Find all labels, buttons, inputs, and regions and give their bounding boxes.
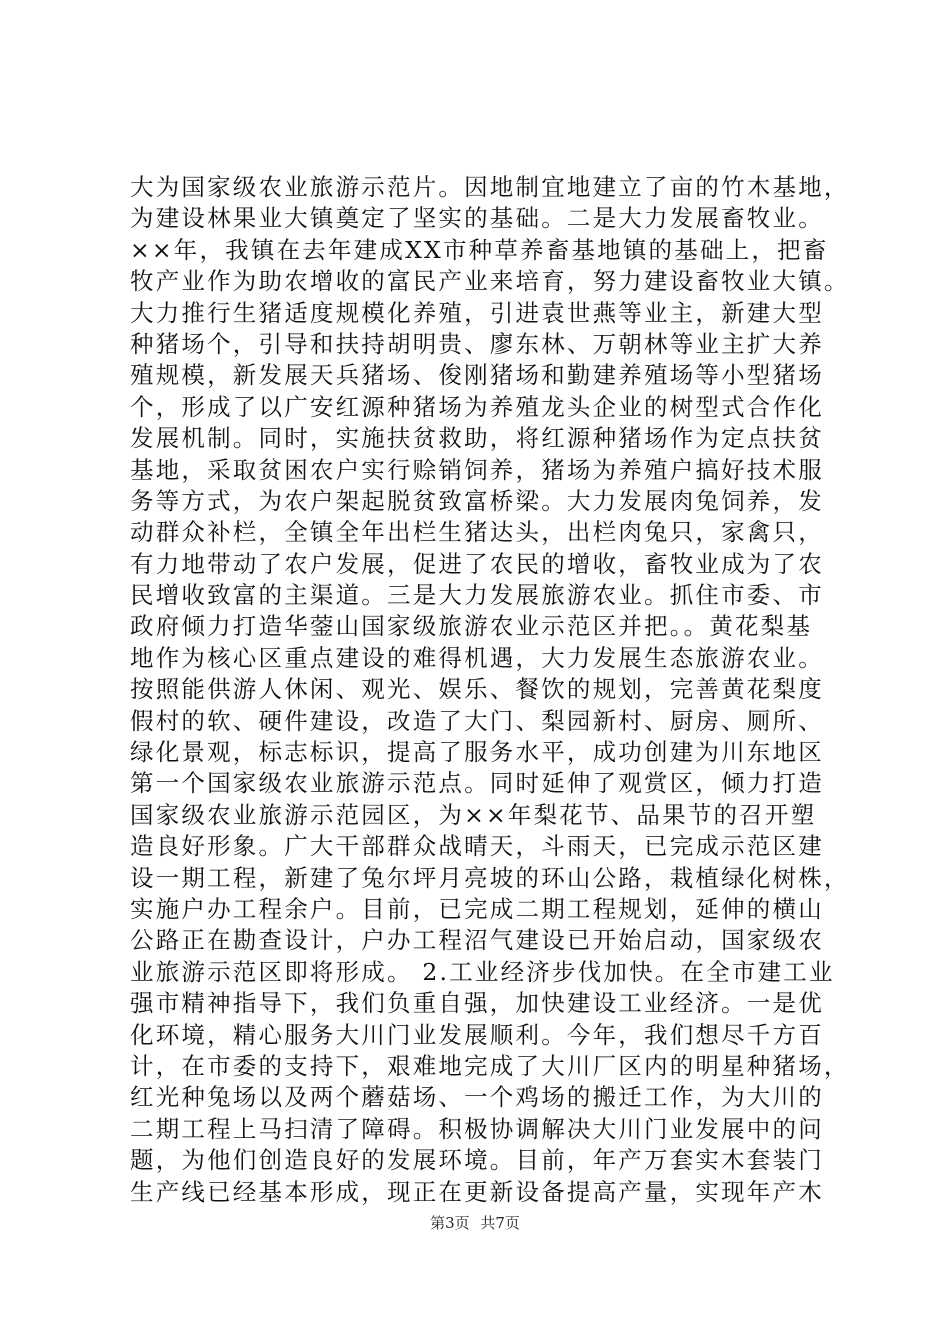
text-line: 动群众补栏，全镇全年出栏生猪达头，出栏肉兔只，家禽只， bbox=[130, 518, 824, 547]
text-line: 实施户办工程余户。目前，已完成二期工程规划，延伸的横山 bbox=[130, 894, 824, 923]
text-line: 为建设林果业大镇奠定了坚实的基础。二是大力发展畜牧业。 bbox=[130, 204, 824, 233]
text-line: 化环境，精心服务大川门业发展顺利。今年，我们想尽千方百 bbox=[130, 1020, 824, 1049]
text-line: 个，形成了以广安红源种猪场为养殖龙头企业的树型式合作化 bbox=[130, 392, 824, 421]
text-line: ××年，我镇在去年建成XX市种草养畜基地镇的基础上，把畜 bbox=[130, 235, 829, 264]
page-number: 第3页 bbox=[430, 1214, 470, 1232]
text-line: 殖规模，新发展天兵猪场、俊刚猪场和勤建养殖场等小型猪场 bbox=[130, 361, 824, 390]
text-line: 红光种兔场以及两个蘑菇场、一个鸡场的搬迁工作，为大川的 bbox=[130, 1083, 824, 1112]
text-line: 发展机制。同时，实施扶贫救助，将红源种猪场作为定点扶贫 bbox=[130, 424, 824, 453]
text-line: 大为国家级农业旅游示范片。因地制宜地建立了亩的竹木基地， bbox=[130, 173, 850, 201]
text-line: 设一期工程，新建了兔尔坪月亮坡的环山公路，栽植绿化树株， bbox=[130, 863, 850, 892]
text-line: 第一个国家级农业旅游示范点。同时延伸了观赏区，倾力打造 bbox=[130, 769, 824, 798]
text-line: 二期工程上马扫清了障碍。积极协调解决大川门业发展中的问 bbox=[130, 1114, 824, 1143]
text-line: 强市精神指导下，我们负重自强，加快建设工业经济。一是优 bbox=[130, 989, 824, 1018]
text-line: 大力推行生猪适度规模化养殖，引进袁世燕等业主，新建大型 bbox=[130, 298, 824, 327]
text-line: 生产线已经基本形成，现正在更新设备提高产量，实现年产木 bbox=[130, 1177, 824, 1206]
text-line: 公路正在勘查设计，户办工程沼气建设已开始启动，国家级农 bbox=[130, 926, 824, 955]
text-line: 牧产业作为助农增收的富民产业来培育，努力建设畜牧业大镇。 bbox=[130, 267, 850, 296]
page-total: 共7页 bbox=[480, 1214, 520, 1232]
text-line: 有力地带动了农户发展，促进了农民的增收，畜牧业成为了农 bbox=[130, 549, 824, 578]
text-line: 种猪场个，引导和扶持胡明贵、廖东林、万朝林等业主扩大养 bbox=[130, 329, 824, 358]
text-line: 假村的软、硬件建设，改造了大门、梨园新村、厨房、厕所、 bbox=[130, 706, 824, 735]
text-line: 地作为核心区重点建设的难得机遇，大力发展生态旅游农业。 bbox=[130, 643, 824, 672]
text-line: 绿化景观，标志标识，提高了服务水平，成功创建为川东地区 bbox=[130, 738, 824, 767]
text-line: 国家级农业旅游示范园区，为××年梨花节、品果节的召开塑 bbox=[130, 800, 817, 829]
text-line: 民增收致富的主渠道。三是大力发展旅游农业。抓住市委、市 bbox=[130, 581, 824, 610]
text-line: 题，为他们创造良好的发展环境。目前，年产万套实木套装门 bbox=[130, 1146, 824, 1175]
text-line: 业旅游示范区即将形成。 2.工业经济步伐加快。在全市建工业 bbox=[130, 957, 835, 986]
text-line: 基地，采取贫困农户实行赊销饲养，猪场为养殖户搞好技术服 bbox=[130, 455, 824, 484]
page-footer bbox=[0, 1212, 950, 1233]
body-text bbox=[130, 172, 850, 1208]
text-line: 务等方式，为农户架起脱贫致富桥梁。大力发展肉兔饲养，发 bbox=[130, 486, 824, 515]
text-line: 按照能供游人休闲、观光、娱乐、餐饮的规划，完善黄花梨度 bbox=[130, 675, 824, 704]
text-line: 政府倾力打造华蓥山国家级旅游农业示范区并把。。黄花梨基 bbox=[130, 612, 813, 641]
text-line: 计，在市委的支持下，艰难地完成了大川厂区内的明星种猪场， bbox=[130, 1051, 850, 1080]
text-line: 造良好形象。广大干部群众战晴天，斗雨天，已完成示范区建 bbox=[130, 832, 824, 861]
